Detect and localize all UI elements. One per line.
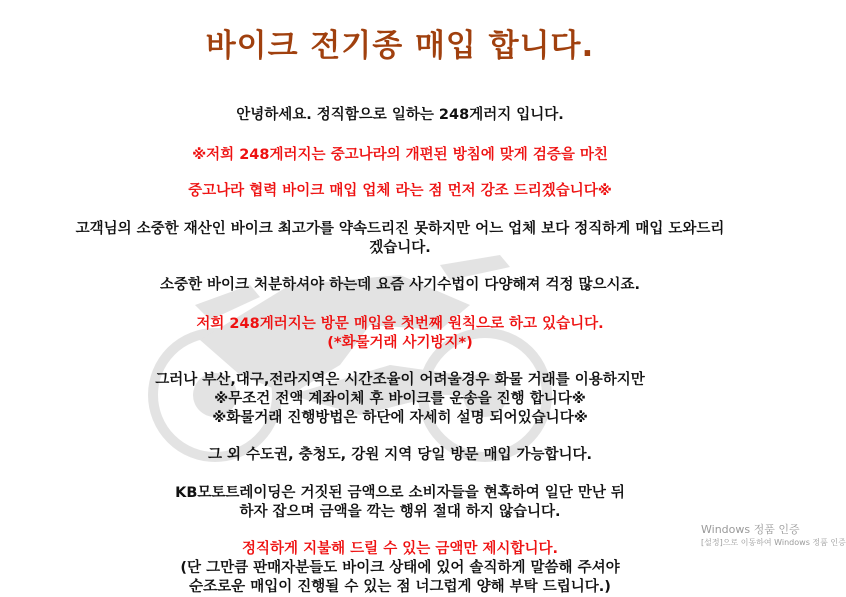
freight-method-notice-text: ※화물거래 진행방법은 하단에 자세히 설명 되어있습니다※ (212, 410, 588, 426)
greeting-text: 안녕하세요. 정직함으로 일하는 248게러지 입니다. (236, 107, 564, 123)
promise-text: 고객님의 소중한 재산인 바이크 최고가를 약속드리진 못하지만 어느 업체 보다 정직하게 매입 도와드리 (75, 221, 725, 237)
freight-fraud-prevention-text: (*화물거래 사기방지*) (327, 335, 473, 351)
visit-principle-text: 저희 248게러지는 방문 매입을 첫번째 원칙으로 하고 있습니다. (196, 316, 604, 332)
windows-activation-title: Windows 정품 인증 (701, 523, 800, 536)
windows-activation-subtitle: [설정]으로 이동하여 Windows 정품 인증 (701, 538, 846, 547)
page-title: 바이크 전기종 매입 합니다. (205, 28, 595, 64)
notice-verified-text: ※저희 248게러지는 중고나라의 개편된 방침에 맞게 검증을 마친 (192, 147, 608, 163)
full-transfer-notice-text: ※무조건 전액 계좌이체 후 바이크를 운송을 진행 합니다※ (214, 391, 586, 407)
promise-text-continued: 겠습니다. (369, 240, 431, 256)
regional-freight-text: 그러나 부산,대구,전라지역은 시간조율이 어려울경우 화물 거래를 이용하지만 (155, 372, 645, 388)
notice-partner-text: 중고나라 협력 바이크 매입 업체 라는 점 먼저 강조 드리겠습니다※ (188, 183, 612, 199)
fair-price-text: 정직하게 지불해 드릴 수 있는 금액만 제시합니다. (242, 541, 558, 557)
seller-request-continued: 순조로운 매입이 진행될 수 있는 점 너그럽게 양해 부탁 드립니다.) (189, 579, 611, 595)
seller-request-text: (단 그만큼 판매자분들도 바이크 상태에 있어 솔직하게 말씀해 주셔야 (180, 560, 620, 576)
honesty-statement-continued: 하자 잡으며 금액을 깍는 행위 절대 하지 않습니다. (239, 504, 561, 520)
honesty-statement-text: KB모토트레이딩은 거짓된 금액으로 소비자들을 현혹하여 일단 만난 뒤 (175, 485, 625, 501)
same-day-visit-text: 그 외 수도권, 충청도, 강원 지역 당일 방문 매입 가능합니다. (207, 447, 593, 463)
fraud-concern-text: 소중한 바이크 처분하셔야 하는데 요즘 사기수법이 다양해져 걱정 많으시죠. (159, 277, 641, 293)
